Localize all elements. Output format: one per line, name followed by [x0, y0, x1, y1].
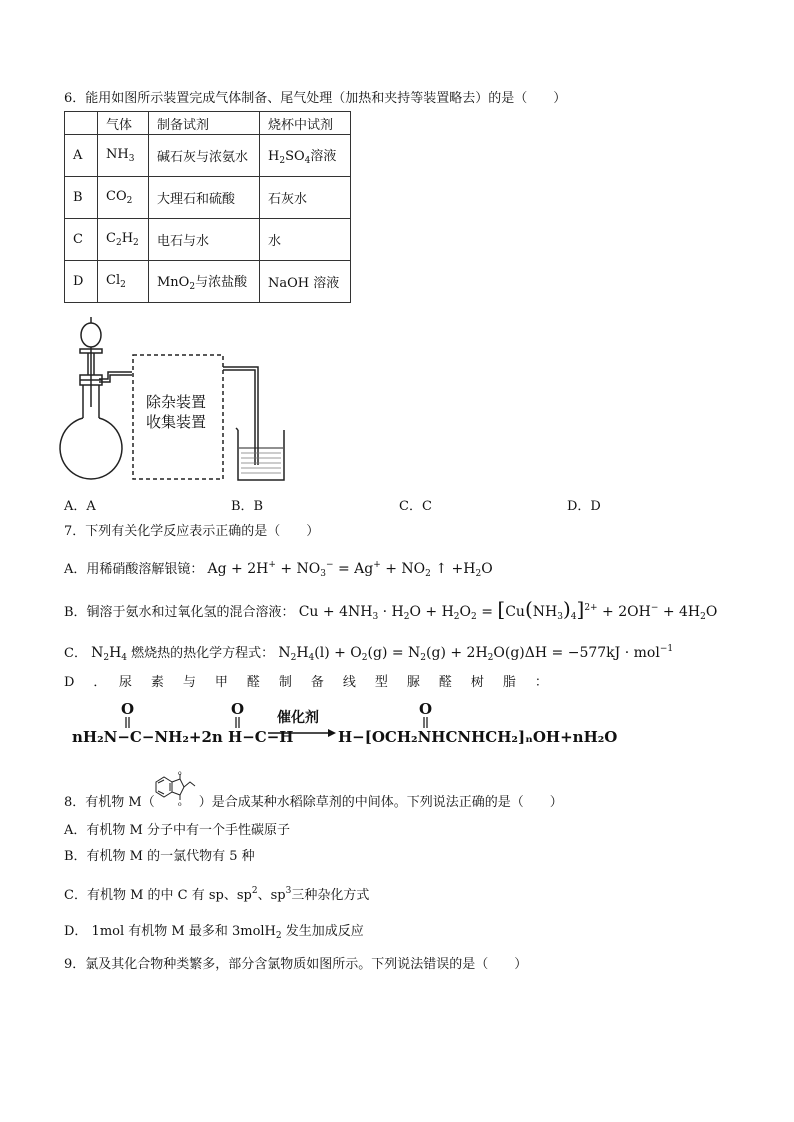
- q7-stem: 7．下列有关化学反应表示正确的是（ ）: [64, 524, 320, 539]
- row-beaker: NaOH 溶液: [260, 261, 351, 303]
- catalyst-label: 催化剂: [277, 710, 319, 726]
- urea-formaldehyde-equation: [68, 700, 618, 748]
- q6-header-reagent: 制备试剂: [149, 112, 260, 135]
- q6-row-a: [65, 135, 351, 177]
- row-label: C: [65, 219, 98, 261]
- molecule-m-structure: [150, 770, 198, 808]
- row-gas: $NH_3$: [98, 135, 149, 177]
- q6-header-beaker: 烧杯中试剂: [260, 112, 351, 135]
- svg-text:o: o: [178, 770, 182, 777]
- row-label: D: [65, 261, 98, 303]
- svg-text:nH₂N−C−NH₂+2n H−C−H: nH₂N−C−NH₂+2n H−C−H: [72, 728, 294, 746]
- q8-option-c[interactable]: C．有机物 M 的中 C 有 sp、$sp^2$、$sp^3$三种杂化方式: [64, 886, 370, 903]
- q6-table: [64, 111, 351, 303]
- row-reagent: 碱石灰与浓氨水: [149, 135, 260, 177]
- q8-option-a[interactable]: A．有机物 M 分子中有一个手性碳原子: [64, 823, 290, 838]
- q8-option-b[interactable]: B．有机物 M 的一氯代物有 5 种: [64, 849, 255, 864]
- row-gas: $C_2H_2$: [98, 219, 149, 261]
- row-beaker: $H_2SO_4$溶液: [260, 135, 351, 177]
- q6-option-d[interactable]: D．D: [567, 499, 601, 514]
- q6-row-c: [65, 219, 351, 261]
- row-label: B: [65, 177, 98, 219]
- q6-header-blank: [65, 112, 98, 135]
- svg-text:o: o: [178, 801, 182, 808]
- q6-option-c[interactable]: C．C: [399, 499, 432, 514]
- row-gas: $Cl_2$: [98, 261, 149, 303]
- row-beaker: 石灰水: [260, 177, 351, 219]
- q6-option-b[interactable]: B．B: [231, 499, 264, 514]
- row-reagent: 大理石和硫酸: [149, 177, 260, 219]
- row-gas: $CO_2$: [98, 177, 149, 219]
- q7-option-a[interactable]: A．用稀硝酸溶解银镜： $Ag + 2H^+ + NO_3^- = Ag^+ + NO_2$ ↑ $+H_2O$: [64, 560, 493, 579]
- q6-header-gas: 气体: [98, 112, 149, 135]
- q6-row-d: [65, 261, 351, 303]
- q6-row-b: [65, 177, 351, 219]
- q7-option-d[interactable]: D ． 尿 素 与 甲 醛 制 备 线 型 脲 醛 树 脂 ：: [64, 675, 551, 690]
- q7-option-b[interactable]: B．铜溶于氨水和过氧化氢的混合溶液： $Cu + 4NH_3 \cdot H_2O + H_2O_2 = [Cu(NH_3)_4]^{2+} + 2OH^- + 4H_2O$: [64, 597, 718, 622]
- svg-text:H−[OCH₂NHCNHCH₂]ₙOH+nH₂O: H−[OCH₂NHCNHCH₂]ₙOH+nH₂O: [338, 728, 618, 746]
- row-beaker: 水: [260, 219, 351, 261]
- svg-text:O: O: [121, 700, 135, 718]
- q6-option-a[interactable]: A．A: [64, 499, 96, 514]
- q9-stem: 9．氯及其化合物种类繁多，部分含氯物质如图所示。下列说法错误的是（ ）: [64, 957, 528, 972]
- apparatus-figure: [62, 315, 322, 495]
- q7-option-c[interactable]: C． $N_2H_4$ 燃烧热的热化学方程式： $N_2H_4(l) + O_2(g) = N_2(g) + 2H_2O(g)\Delta H = -577kJ \cdot mol^{-1}$: [64, 644, 674, 663]
- q6-stem: 6．能用如图所示装置完成气体制备、尾气处理（加热和夹持等装置略去）的是（ ）: [64, 91, 567, 106]
- box-label-1: 除杂装置: [146, 393, 207, 411]
- svg-text:O: O: [419, 700, 433, 718]
- row-label: A: [65, 135, 98, 177]
- row-reagent: MnO$_2$与浓盐酸: [149, 261, 260, 303]
- q8-option-d[interactable]: D． 1mol 有机物 M 最多和 3molH$_2$ 发生加成反应: [64, 924, 364, 941]
- box-label-2: 收集装置: [146, 413, 207, 431]
- row-reagent: 电石与水: [149, 219, 260, 261]
- q8-stem: 8．有机物 M（ ）是合成某种水稻除草剂的中间体。下列说法正确的是（ ）: [64, 795, 563, 810]
- svg-text:O: O: [231, 700, 245, 718]
